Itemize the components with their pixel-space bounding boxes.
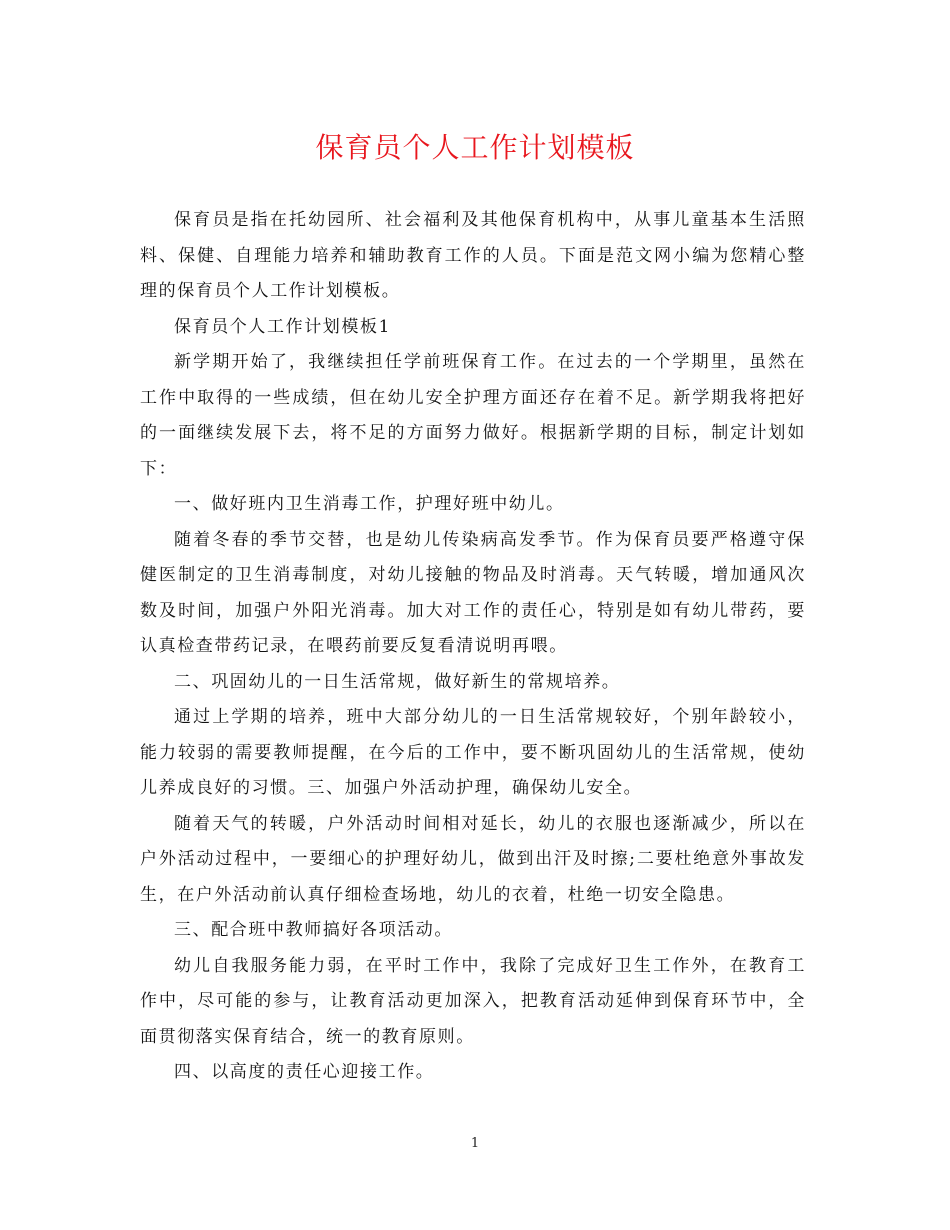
paragraph-intro: 保育员是指在托幼园所、社会福利及其他保育机构中，从事儿童基本生活照料、保健、自理能力培养和辅助教育工作的人员。下面是范文网小编为您精心整理的保育员个人工作计划模板。 [140, 210, 806, 301]
section-heading: 三、配合班中教师搞好各项活动。 [174, 920, 453, 940]
section-heading: 一、做好班内卫生消毒工作，护理好班中幼儿。 [174, 494, 565, 514]
section-heading-template-1: 保育员个人工作计划模板1 [174, 316, 392, 337]
paragraph: 通过上学期的培养，班中大部分幼儿的一日生活常规较好，个别年龄较小，能力较弱的需要教师提醒，在今后的工作中，要不断巩固幼儿的生活常规，使幼儿养成良好的习惯。三、加强户外活动护理，确保幼儿安全。 [140, 707, 806, 798]
paragraph: 幼儿自我服务能力弱，在平时工作中，我除了完成好卫生工作外，在教育工作中，尽可能的参与，让教育活动更加深入，把教育活动延伸到保育环节中，全面贯彻落实保育结合，统一的教育原则。 [140, 955, 806, 1047]
paragraph: 新学期开始了，我继续担任学前班保育工作。在过去的一个学期里，虽然在工作中取得的一些成绩，但在幼儿安全护理方面还存在着不足。新学期我将把好的一面继续发展下去，将不足的方面努力做好。根据新学期的目标，制定计划如下： [140, 352, 806, 479]
page-number: 1 [470, 1136, 480, 1151]
section-heading: 二、巩固幼儿的一日生活常规，做好新生的常规培养。 [174, 671, 621, 692]
document-body [140, 203, 806, 1091]
paragraph: 随着冬春的季节交替，也是幼儿传染病高发季节。作为保育员要严格遵守保健医制定的卫生消毒制度，对幼儿接触的物品及时消毒。天气转暖，增加通风次数及时间，加强户外阳光消毒。加大对工作的责任心，特别是如有幼儿带药，要认真检查带药记录，在喂药前要反复看清说明再喂。 [140, 529, 806, 656]
section-heading: 四、以高度的责任心迎接工作。 [174, 1062, 435, 1082]
paragraph: 随着天气的转暖，户外活动时间相对延长，幼儿的衣服也逐渐减少，所以在户外活动过程中，一要细心的护理好幼儿，做到出汗及时擦;二要杜绝意外事故发生，在户外活动前认真仔细检查场地，幼儿的衣着，杜绝一切安全隐患。 [140, 813, 806, 905]
document-title: 保育员个人工作计划模板 [315, 131, 635, 164]
